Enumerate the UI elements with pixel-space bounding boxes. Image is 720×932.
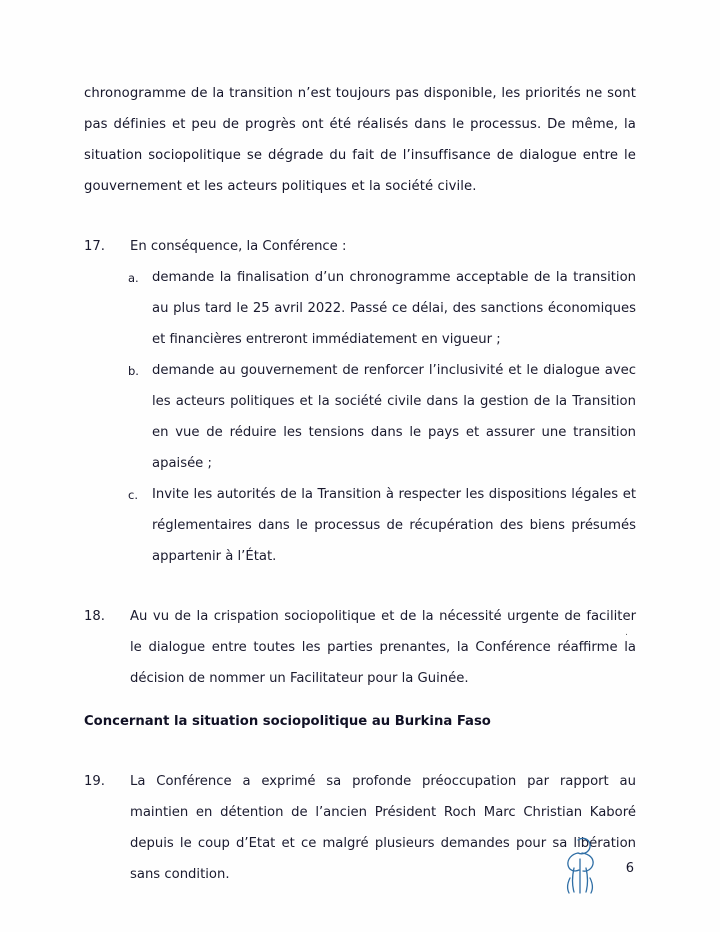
sub-text-b: demande au gouvernement de renforcer l’inclusivité et le dialogue avec les acteurs politiques et la société civile dans la gestion de la Transition en vue de réduire les tensions dans le pays et assurer une transition apaisée ; [152,363,636,471]
list-item-17a [128,262,636,355]
item-number-18: 18. [84,609,105,624]
page-number: 6 [625,861,634,876]
item-number-19: 19. [84,774,105,789]
list-item-18 [84,601,636,694]
spacer [84,694,636,706]
spacer [84,737,636,766]
item-text-18: Au vu de la crispation sociopolitique et de la nécessité urgente de faciliter le dialogue entre toutes les parties prenantes, la Conférence réaffirme la décision de nommer un Facilitateur pour la Guinée. [130,609,636,686]
list-item-17 [84,231,636,262]
section-heading: Concernant la situation sociopolitique au Burkina Faso [84,714,491,729]
signature-mark [558,834,602,896]
sub-text-a: demande la finalisation d’un chronogramme acceptable de la transition au plus tard le 25 avril 2022. Passé ce délai, des sanctions économiques et financières entreront immédiatement en vigueur ; [152,270,636,347]
sub-marker-c: c. [128,488,138,502]
list-item-17b [128,355,636,479]
item-text-19: La Conférence a exprimé sa profonde préoccupation par rapport au maintien en détention de l’ancien Président Roch Marc Christian Kaboré depuis le coup d’Etat et ce malgré plusieurs demandes pour sa libération sans condition. [130,774,636,882]
sub-marker-b: b. [128,364,139,378]
sub-marker-a: a. [128,271,139,285]
item-number-17: 17. [84,239,105,254]
paragraph-continuation: chronogramme de la transition n’est toujours pas disponible, les priorités ne sont pas définies et peu de progrès ont été réalisés dans le processus. De même, la situation sociopolitique se dégrade du fait de l’insuffisance de dialogue entre le gouvernement et les acteurs politiques et la société civile. [84,86,636,194]
spacer [84,202,636,231]
margin-mark: . [625,628,628,638]
item-lead-17: En conséquence, la Conférence : [130,239,347,254]
list-item-17c [128,479,636,572]
list-item-19 [84,766,636,890]
document-body [84,78,636,890]
spacer [84,572,636,601]
sub-text-c: Invite les autorités de la Transition à respecter les dispositions légales et réglementaires dans le processus de récupération des biens présumés appartenir à l’État. [152,487,636,564]
sublist-17 [84,262,636,572]
